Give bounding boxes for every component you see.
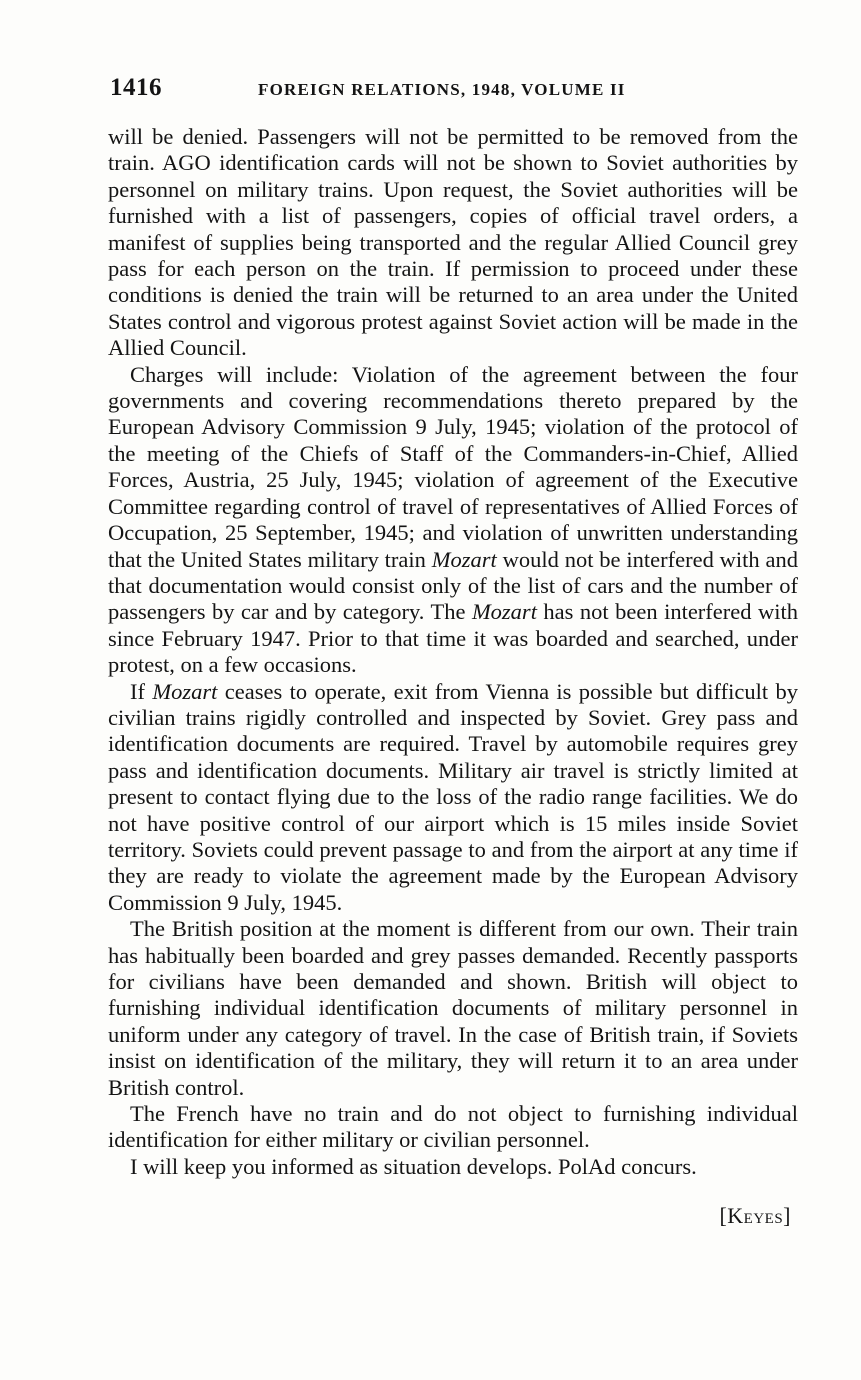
paragraph-1: will be denied. Passengers will not be permitted to be removed from the train. AGO identification cards will not be shown to Soviet authorities by personnel on military trains. Upon request, the Soviet authorities will be furnished with a list of passengers, copies of official travel orders, a manifest of supplies being transported and the regular Allied Council grey pass for each person on the train. If permission to proceed under these conditions is denied the train will be returned to an area under the United States control and vigorous protest against Soviet action will be made in the Allied Council. xyxy=(108,124,798,361)
train-name-mozart: Mozart xyxy=(471,599,537,625)
page-number: 1416 xyxy=(110,74,162,101)
signature-name: Keyes xyxy=(727,1203,784,1228)
paragraph-6: I will keep you informed as situation develops. PolAd concurs. xyxy=(130,1153,697,1179)
paragraph-2-part-a: Charges will include: Violation of the agreement between the four governments and covering recommendations thereto prepared by the European Advisory Commission 9 July, 1945; violation of the protocol of the meeting of the Chiefs of Staff of the Commanders-in-Chief, Allied Forces, Austria, 25 July, 1945; violation of agreement of the Executive Committee regarding control of travel of representatives of Allied Forces of Occupation, 25 September, 1945; and violation of unwritten understanding that the United States military train xyxy=(108,361,798,572)
paragraph-5: The French have no train and do not object to furnishing individual identification for either military or civilian personnel. xyxy=(108,1101,798,1153)
paragraph-3 xyxy=(108,679,798,917)
signature-open-bracket: [ xyxy=(719,1203,728,1228)
page-header xyxy=(110,74,800,104)
paragraph-2 xyxy=(108,362,798,679)
body-text xyxy=(108,124,798,1180)
signature xyxy=(719,1203,791,1229)
train-name-mozart: Mozart xyxy=(431,546,497,572)
paragraph-2-part-b: would not be interfered with and that documentation would consist only of the list of cars and the number of passengers by car and by category. The xyxy=(108,546,798,625)
paragraph-3-part-b: ceases to operate, exit from Vienna is possible but difficult by civilian trains rigidly controlled and inspected by Soviet. Grey pass and identification documents are required. Travel by automobile requires grey pass and identification documents. Military air travel is strictly limited at present to contact flying due to the loss of the radio range facilities. We do not have positive control of our airport which is 15 miles inside Soviet territory. Soviets could prevent passage to and from the airport at any time if they are ready to violate the agreement made by the European Advisory Commission 9 July, 1945. xyxy=(108,678,798,915)
running-head: FOREIGN RELATIONS, 1948, VOLUME II xyxy=(258,80,626,99)
paragraph-4: The British position at the moment is different from our own. Their train has habitually been boarded and grey passes demanded. Recently passports for civilians have been demanded and shown. British will object to furnishing individual identification documents of military personnel in uniform under any category of travel. In the case of British train, if Soviets insist on identification of the military, they will return it to an area under British control. xyxy=(108,916,798,1100)
train-name-mozart: Mozart xyxy=(152,678,218,704)
paragraph-2-part-c: has not been interfered with since February 1947. Prior to that time it was boarded and searched, under protest, on a few occasions. xyxy=(108,599,798,678)
paragraph-3-part-a: If xyxy=(130,678,153,704)
signature-close-bracket: ] xyxy=(783,1203,791,1228)
